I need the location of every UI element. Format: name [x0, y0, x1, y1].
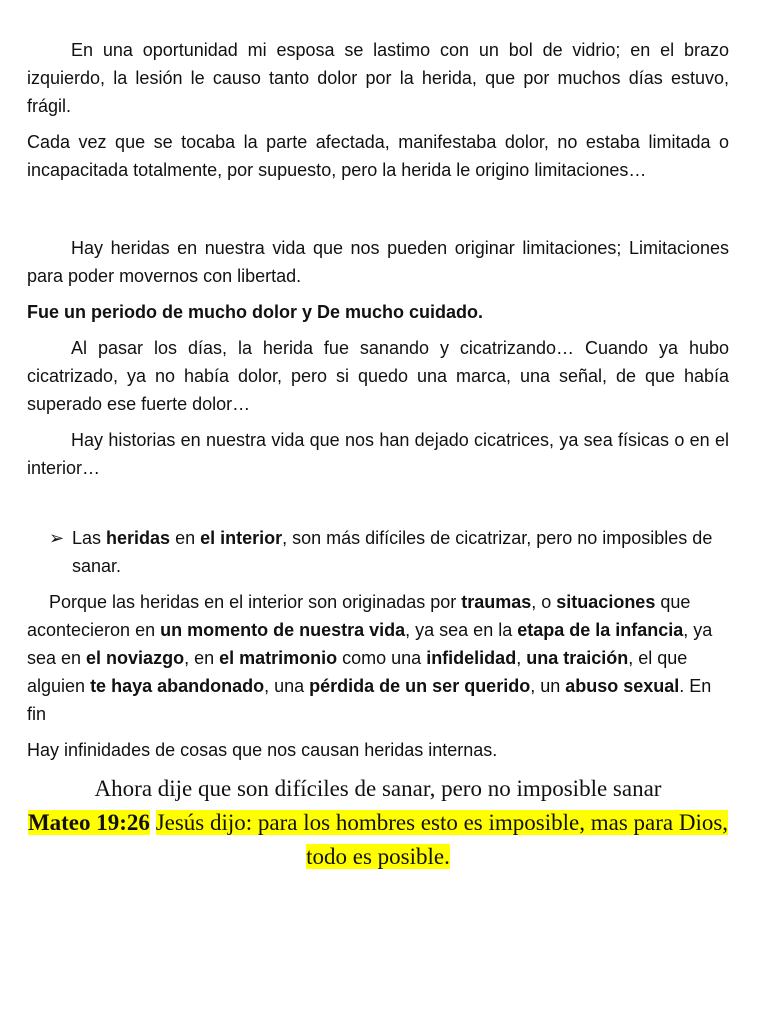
paragraph-pain: Cada vez que se tocaba la parte afectada, manifestaba dolor, no estaba limitada o incapacitada totalmente, por supuesto, pero la herida le origino limitaciones…	[27, 132, 729, 180]
paragraph-internal-wounds: Hay infinidades de cosas que nos causan heridas internas.	[27, 740, 498, 760]
bullet-item: ➢ Las heridas en el interior, son más difíciles de cicatrizar, pero no imposibles de sanar.	[27, 524, 729, 580]
paragraph-healing: Al pasar los días, la herida fue sanando y cicatrizando… Cuando ya hubo cicatrizado, ya no había dolor, pero si quedo una marca, una señal, de que había superado ese fuerte dolor…	[27, 338, 729, 414]
verse-block	[27, 772, 729, 874]
verse-text: Jesús dijo: para los hombres esto es imposible, mas para Dios, todo es posible.	[155, 810, 729, 869]
paragraph-bold-period: Fue un periodo de mucho dolor y De mucho cuidado.	[27, 302, 484, 322]
arrow-bullet-icon: ➢	[49, 528, 65, 548]
verse-quote	[27, 806, 729, 874]
paragraph-limitations: Hay heridas en nuestra vida que nos pueden originar limitaciones; Limitaciones para poder movernos con libertad.	[27, 238, 729, 286]
paragraph-scars: Hay historias en nuestra vida que nos han dejado cicatrices, ya sea físicas o en el interior…	[27, 430, 729, 478]
verse-reference: Mateo 19:26	[27, 810, 150, 835]
paragraph-intro: En una oportunidad mi esposa se lastimo con un bol de vidrio; en el brazo izquierdo, la lesión le causo tanto dolor por la herida, que por muchos días estuvo, frágil.	[27, 40, 729, 116]
verse-intro-line: Ahora dije que son difíciles de sanar, pero no imposible sanar	[94, 776, 662, 801]
paragraph-causes: Porque las heridas en el interior son originadas por traumas, o situaciones que acontecieron en un momento de nuestra vida, ya sea en la etapa de la infancia, ya sea en el noviazgo, en el matrimonio como una infidelidad, una traición, el que alguien te haya abandonado, una pérdida de un ser querido, un abuso sexual. En fin	[27, 592, 713, 724]
document-page	[27, 36, 729, 874]
